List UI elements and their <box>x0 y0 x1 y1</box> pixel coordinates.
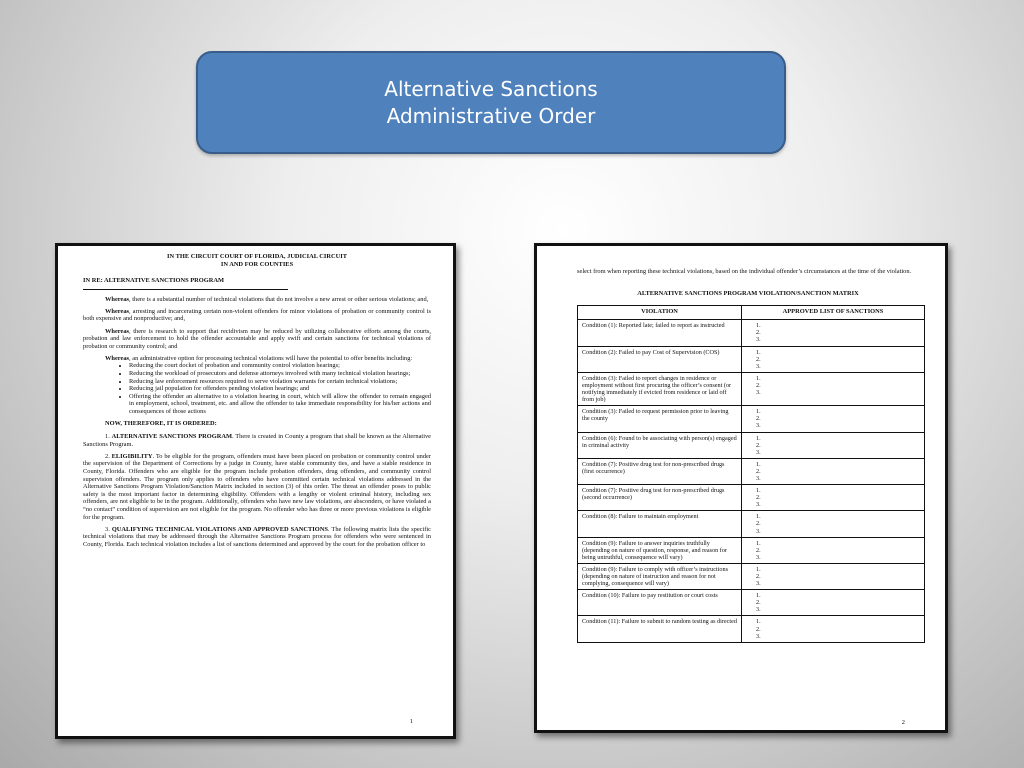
sanctions-cell <box>742 616 925 642</box>
sanction-slot: 1. <box>756 460 761 468</box>
sanctions-cell <box>742 320 925 346</box>
ordered-heading: NOW, THEREFORE, IT IS ORDERED: <box>105 419 217 427</box>
table-row <box>578 616 925 642</box>
violation-column-header: VIOLATION <box>578 306 742 320</box>
sanction-slot: 3. <box>756 553 761 561</box>
sanction-slot: 2. <box>756 494 761 502</box>
table-row <box>578 372 925 405</box>
sanction-slot: 2. <box>756 599 761 607</box>
table-row <box>578 590 925 616</box>
sanctions-cell <box>742 563 925 589</box>
sanction-slot: 1. <box>756 592 761 600</box>
continuation-text: select from when reporting these technical violations, based on the individual offender’s circumstances at the time of the violation. <box>577 268 912 275</box>
sanction-slot: 3. <box>756 501 761 509</box>
sanctions-column-header: APPROVED LIST OF SANCTIONS <box>742 306 925 320</box>
sanctions-cell <box>742 511 925 537</box>
sanction-slot: 3. <box>756 474 761 482</box>
sanction-slot: 1. <box>756 434 761 442</box>
sanction-slot: 1. <box>756 618 761 626</box>
sanction-slot: 2. <box>756 355 761 363</box>
sanction-slot: 1. <box>756 348 761 356</box>
sanction-slot: 2. <box>756 625 761 633</box>
document-page-2 <box>534 243 948 733</box>
violation-cell: Condition (11): Failure to submit to random testing as directed <box>578 616 742 642</box>
table-row <box>578 511 925 537</box>
violation-cell: Condition (3): Failed to report changes in residence or employment without first procuring the officer’s consent (or notifying immediately if evicted from residence or laid off from job) <box>578 372 742 405</box>
sanctions-cell <box>742 432 925 458</box>
section-paragraph: 3. QUALIFYING TECHNICAL VIOLATIONS AND APPROVED SANCTIONS. The following matrix lists the specific technical violations that may be addressed through the Alternative Sanctions Program process for offenders who were sentenced in County, Florida. Each technical violation includes a list of sanctions determined and approved by the court for the probation officer to <box>83 525 432 548</box>
section-paragraph: 1. ALTERNATIVE SANCTIONS PROGRAM. There is created in County a program that shall be known as the Alternative Sanctions Program. <box>83 433 432 448</box>
title-banner <box>196 51 786 154</box>
sanctions-cell <box>742 346 925 372</box>
violation-cell: Condition (9): Failure to comply with officer’s instructions (depending on nature of instruction and reason for not complying, consequence will vary) <box>578 563 742 589</box>
table-header-row <box>578 306 925 320</box>
benefit-item: • Reducing law enforcement resources required to serve violation warrants for certain technical violations; <box>129 378 431 386</box>
sanction-slot: 3. <box>756 362 761 370</box>
table-row <box>578 485 925 511</box>
whereas-paragraph: Whereas, there is a substantial number of technical violations that do not involve a new arrest or other serious violations; and, <box>105 295 429 303</box>
benefit-item: • Reducing the workload of prosecutors and defense attorneys involved with many technical violation hearings; <box>129 370 431 378</box>
sanction-slot: 1. <box>756 565 761 573</box>
table-row <box>578 563 925 589</box>
sanction-slot: 3. <box>756 632 761 640</box>
sanction-slot: 3. <box>756 527 761 535</box>
sanction-matrix-table <box>577 305 925 643</box>
sanction-slot: 2. <box>756 329 761 337</box>
sanctions-cell <box>742 485 925 511</box>
sanction-slot: 1. <box>756 513 761 521</box>
benefit-item: • Reducing the court docket of probation and community control violation hearings; <box>129 362 431 370</box>
table-row <box>578 458 925 484</box>
title-line-1: Alternative Sanctions <box>384 76 598 101</box>
sanctions-cell <box>742 537 925 563</box>
violation-cell: Condition (1): Reported late; failed to report as instructed <box>578 320 742 346</box>
violation-cell: Condition (2): Failed to pay Cost of Supervision (COS) <box>578 346 742 372</box>
sanction-slot: 3. <box>756 448 761 456</box>
sanctions-cell <box>742 406 925 432</box>
violation-cell: Condition (7): Positive drug test for non-prescribed drugs (first occurrence) <box>578 458 742 484</box>
sanctions-cell <box>742 590 925 616</box>
violation-cell: Condition (3): Failed to request permission prior to leaving the county <box>578 406 742 432</box>
violation-cell: Condition (8): Failure to maintain employment <box>578 511 742 537</box>
matrix-title: ALTERNATIVE SANCTIONS PROGRAM VIOLATION/SANCTION MATRIX <box>637 289 859 297</box>
sanction-slot: 2. <box>756 520 761 528</box>
table-row <box>578 406 925 432</box>
document-page-1 <box>55 243 456 739</box>
sanction-slot: 2. <box>756 546 761 554</box>
page-number: 1 <box>409 718 413 726</box>
sanction-slot: 3. <box>756 389 761 397</box>
sanction-slot: 2. <box>756 441 761 449</box>
in-re-heading: IN RE: ALTERNATIVE SANCTIONS PROGRAM <box>83 277 224 285</box>
violation-cell: Condition (7): Positive drug test for non-prescribed drugs (second occurrence) <box>578 485 742 511</box>
whereas-paragraph: Whereas, an administrative option for processing technical violations will have the potential to offer benefits including: <box>105 354 413 362</box>
whereas-paragraph: Whereas, arresting and incarcerating certain non-violent offenders for minor violations of probation or community control is both expensive and nonproductive; and, <box>83 307 431 323</box>
sanction-slot: 1. <box>756 374 761 382</box>
matrix-body <box>578 320 925 642</box>
sanction-slot: 1. <box>756 408 761 416</box>
whereas-paragraph: Whereas, there is research to support that recidivism may be reduced by utilizing collaborative efforts among the courts, probation and law enforcement to hold the offender accountable and apply swift and certain sanctions for technical violations of probation or community control; and <box>83 327 431 350</box>
sanction-slot: 1. <box>756 487 761 495</box>
section-paragraph: 2. ELIGIBILITY. To be eligible for the program, offenders must have been placed on probation or community control under the supervision of the Department of Corrections by a judge in County, have stable community ties, and have a stable residence in County, Florida. Offenders who are eligible for the program include probation offenders, drug offenders, and community control supervision offenders. The program only applies to offenders who have committed certain technical violations addressed in the Alternative Sanctions Program Violation/Sanction Matrix included in section (3) of this order. The threat an offender poses to public safety is the most important factor in determining eligibility. Offenders with a lengthy or violent criminal history, including sex offenders, are not eligible to be in the program. Additionally, offenders who have new law violations, are absconders, or have violated a “no contact” condition of supervision are not eligible for the program. No offender who has three or more previous violations is eligible for the program. <box>83 452 432 521</box>
violation-cell: Condition (9): Failure to answer inquiries truthfully (depending on nature of question, response, and reason for being untruthful, consequence will vary) <box>578 537 742 563</box>
violation-cell: Condition (10): Failure to pay restitution or court costs <box>578 590 742 616</box>
sanction-slot: 1. <box>756 539 761 547</box>
table-row <box>578 432 925 458</box>
sanction-slot: 3. <box>756 580 761 588</box>
table-row <box>578 537 925 563</box>
heading-rule <box>83 289 288 290</box>
sanctions-cell <box>742 372 925 405</box>
table-row <box>578 346 925 372</box>
sanction-slot: 2. <box>756 381 761 389</box>
sanction-slot: 2. <box>756 415 761 423</box>
sanctions-cell <box>742 458 925 484</box>
court-caption-line-2: IN AND FOR COUNTIES <box>220 260 294 268</box>
benefit-item: • Offering the offender an alternative to a violation hearing in court, which will allow the offender to remain engaged in employment, school, treatment, etc. and allow the offender to take immediate responsibility for his/her actions and consequences of those actions <box>129 393 431 416</box>
page-number: 2 <box>901 719 905 727</box>
table-row <box>578 320 925 346</box>
sanction-slot: 2. <box>756 467 761 475</box>
sanction-slot: 2. <box>756 573 761 580</box>
sanction-slot: 3. <box>756 422 761 430</box>
court-caption-line-1: IN THE CIRCUIT COURT OF FLORIDA, JUDICIAL CIRCUIT <box>167 253 347 260</box>
title-line-2: Administrative Order <box>386 103 596 128</box>
sanction-slot: 3. <box>756 606 761 614</box>
sanction-slot: 1. <box>756 322 761 330</box>
violation-cell: Condition (6): Found to be associating with person(s) engaged in criminal activity <box>578 432 742 458</box>
benefit-item: • Reducing jail population for offenders pending violation hearings; and <box>129 385 431 393</box>
sanction-slot: 3. <box>756 336 761 344</box>
benefits-list <box>83 362 431 415</box>
